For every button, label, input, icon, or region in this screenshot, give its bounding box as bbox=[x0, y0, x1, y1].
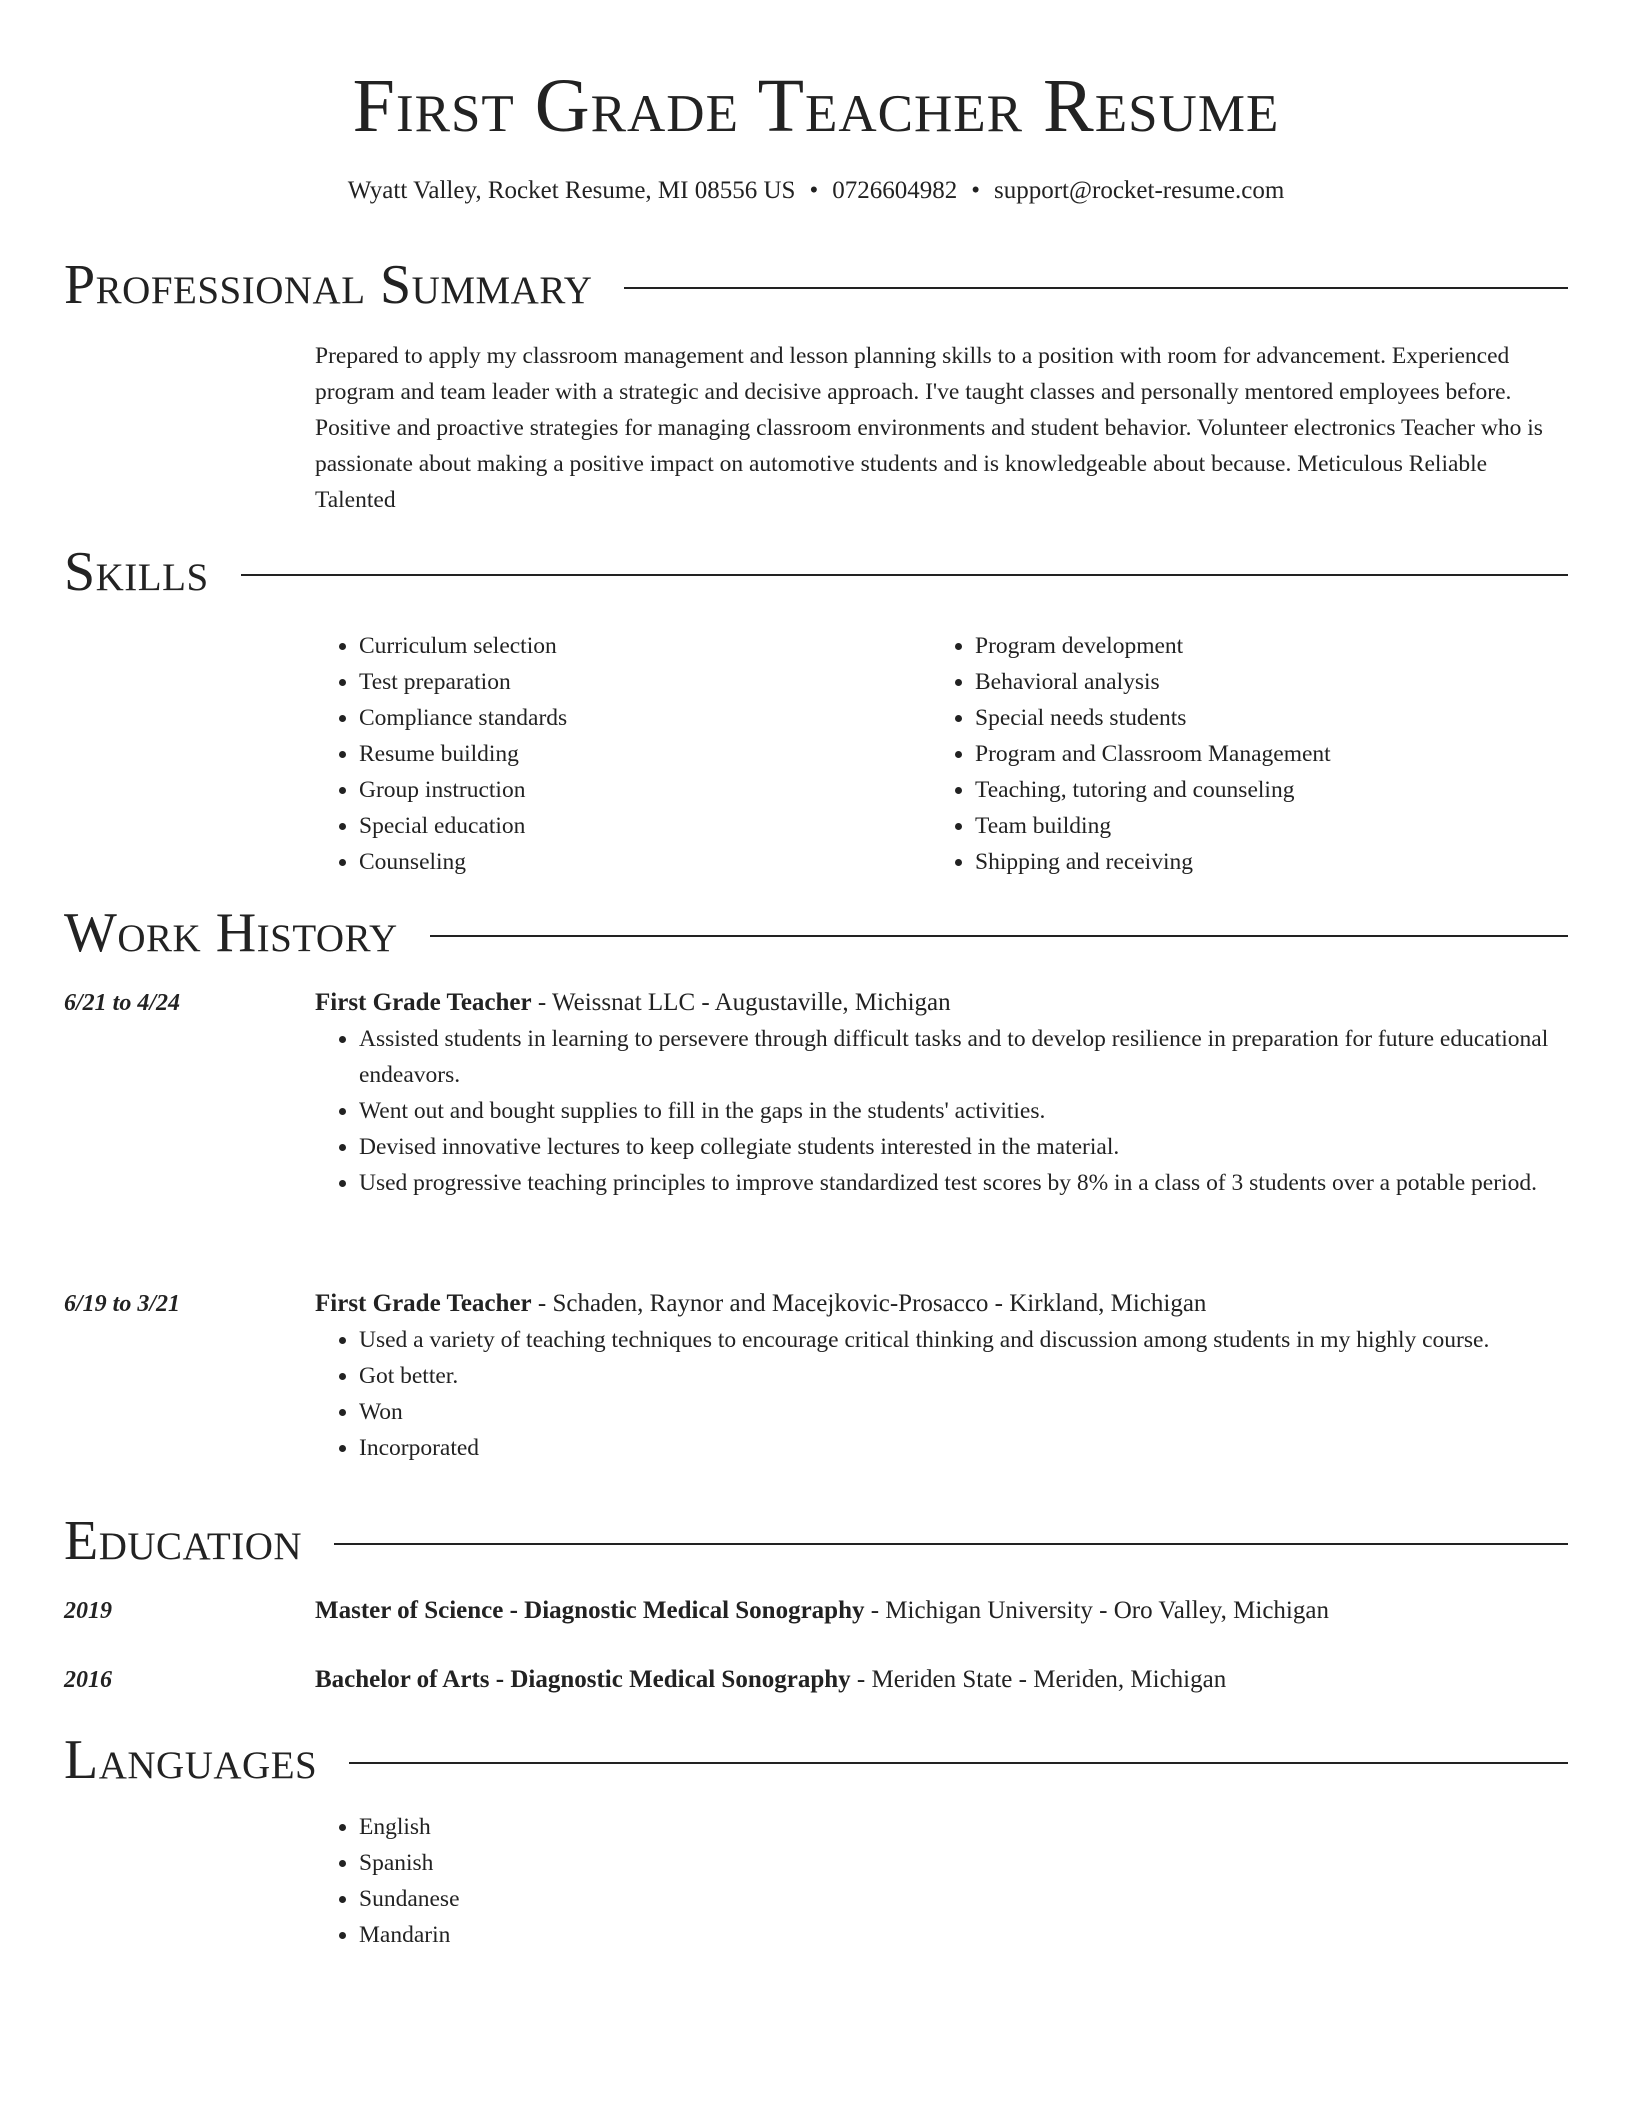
section-title-skills: Skills bbox=[64, 541, 209, 603]
skill-item: • Program development bbox=[975, 628, 1547, 664]
section-divider bbox=[241, 574, 1568, 576]
section-header-languages bbox=[64, 1725, 1568, 1795]
skill-item: • Team building bbox=[975, 808, 1547, 844]
education-degree: Bachelor of Arts - Diagnostic Medical Sonography bbox=[315, 1666, 851, 1693]
education-year: 2019 bbox=[64, 1598, 112, 1624]
contact-line bbox=[0, 174, 1632, 208]
education-entry bbox=[315, 1662, 1570, 1698]
job-heading bbox=[315, 1286, 1570, 1322]
skill-item: • Compliance standards bbox=[359, 700, 931, 736]
job-company: - Weissnat LLC - Augustaville, Michigan bbox=[531, 989, 951, 1016]
summary-text: Prepared to apply my classroom management and lesson planning skills to a position with room for advancement. Experienced program and team leader with a strategic and decisive approach. I've taught classes and personally mentored employees before. Positive and proactive strategies for managing classroom environments and student behavior. Volunteer electronics Teacher who is passionate about making a positive impact on automotive students and is knowledgeable about because. Meticulous Reliable Talented bbox=[315, 343, 1543, 513]
section-divider bbox=[430, 935, 1568, 937]
job-bullet: • Got better. bbox=[359, 1358, 1570, 1394]
job-dates: 6/21 to 4/24 bbox=[64, 990, 181, 1016]
section-header-skills bbox=[64, 537, 1568, 607]
skill-item: • Special education bbox=[359, 808, 931, 844]
job-bullet: • Won bbox=[359, 1394, 1570, 1430]
education-school: - Michigan University - Oro Valley, Michigan bbox=[864, 1597, 1329, 1624]
job-title: First Grade Teacher bbox=[315, 1290, 532, 1317]
skill-item: • Test preparation bbox=[359, 664, 931, 700]
job-entry bbox=[315, 1286, 1570, 1466]
skill-item: • Counseling bbox=[359, 844, 931, 880]
contact-separator: • bbox=[971, 177, 980, 204]
job-company: - Schaden, Raynor and Macejkovic-Prosacco - Kirkland, Michigan bbox=[531, 1290, 1207, 1317]
skill-item: • Special needs students bbox=[975, 700, 1547, 736]
contact-email: support@rocket-resume.com bbox=[993, 177, 1285, 204]
language-item: • English bbox=[359, 1809, 1570, 1845]
section-divider bbox=[624, 287, 1568, 289]
skill-item: • Behavioral analysis bbox=[975, 664, 1547, 700]
skill-item: • Group instruction bbox=[359, 772, 931, 808]
section-title-education: Education bbox=[64, 1510, 303, 1572]
section-title-work-history: Work History bbox=[64, 902, 398, 964]
section-title-summary: Professional Summary bbox=[64, 254, 593, 316]
job-heading bbox=[315, 985, 1570, 1021]
job-bullets bbox=[315, 1322, 1570, 1466]
skills-list bbox=[315, 628, 1570, 880]
job-bullet: • Incorporated bbox=[359, 1430, 1570, 1466]
contact-separator: • bbox=[809, 177, 819, 204]
job-bullet: • Assisted students in learning to persevere through difficult tasks and to develop resilience in preparation for future educational endeavors. bbox=[359, 1021, 1570, 1093]
education-entry bbox=[315, 1593, 1570, 1629]
section-divider bbox=[334, 1543, 1568, 1545]
job-bullet: • Devised innovative lectures to keep collegiate students interested in the material. bbox=[359, 1129, 1570, 1165]
section-header-education bbox=[64, 1506, 1568, 1576]
skill-item: • Resume building bbox=[359, 736, 931, 772]
skill-item: • Program and Classroom Management bbox=[975, 736, 1547, 772]
section-divider bbox=[349, 1762, 1568, 1764]
job-dates: 6/19 to 3/21 bbox=[64, 1291, 181, 1317]
education-year: 2016 bbox=[64, 1667, 112, 1693]
skills-column-right bbox=[931, 628, 1547, 880]
job-bullets bbox=[315, 1021, 1570, 1201]
education-school: - Meriden State - Meriden, Michigan bbox=[850, 1666, 1227, 1693]
job-bullet: • Went out and bought supplies to fill in the gaps in the students' activities. bbox=[359, 1093, 1570, 1129]
section-header-summary bbox=[64, 250, 1568, 320]
languages-list bbox=[315, 1809, 1570, 1953]
section-title-languages: Languages bbox=[64, 1729, 318, 1791]
job-entry bbox=[315, 985, 1570, 1201]
language-item: • Sundanese bbox=[359, 1881, 1570, 1917]
education-degree: Master of Science - Diagnostic Medical Sonography bbox=[315, 1597, 865, 1624]
skill-item: • Shipping and receiving bbox=[975, 844, 1547, 880]
job-title: First Grade Teacher bbox=[315, 989, 532, 1016]
resume-title: First Grade Teacher Resume bbox=[352, 64, 1280, 148]
contact-phone: 0726604982 bbox=[832, 177, 958, 204]
job-bullet: • Used progressive teaching principles to improve standardized test scores by 8% in a class of 3 students over a potable period. bbox=[359, 1165, 1570, 1201]
job-bullet: • Used a variety of teaching techniques to encourage critical thinking and discussion among students in my highly course. bbox=[359, 1322, 1570, 1358]
skill-item: • Teaching, tutoring and counseling bbox=[975, 772, 1547, 808]
skills-column-left bbox=[315, 628, 931, 880]
contact-address: Wyatt Valley, Rocket Resume, MI 08556 US bbox=[347, 177, 796, 204]
language-item: • Mandarin bbox=[359, 1917, 1570, 1953]
skill-item: • Curriculum selection bbox=[359, 628, 931, 664]
section-header-work-history bbox=[64, 898, 1568, 968]
language-item: • Spanish bbox=[359, 1845, 1570, 1881]
